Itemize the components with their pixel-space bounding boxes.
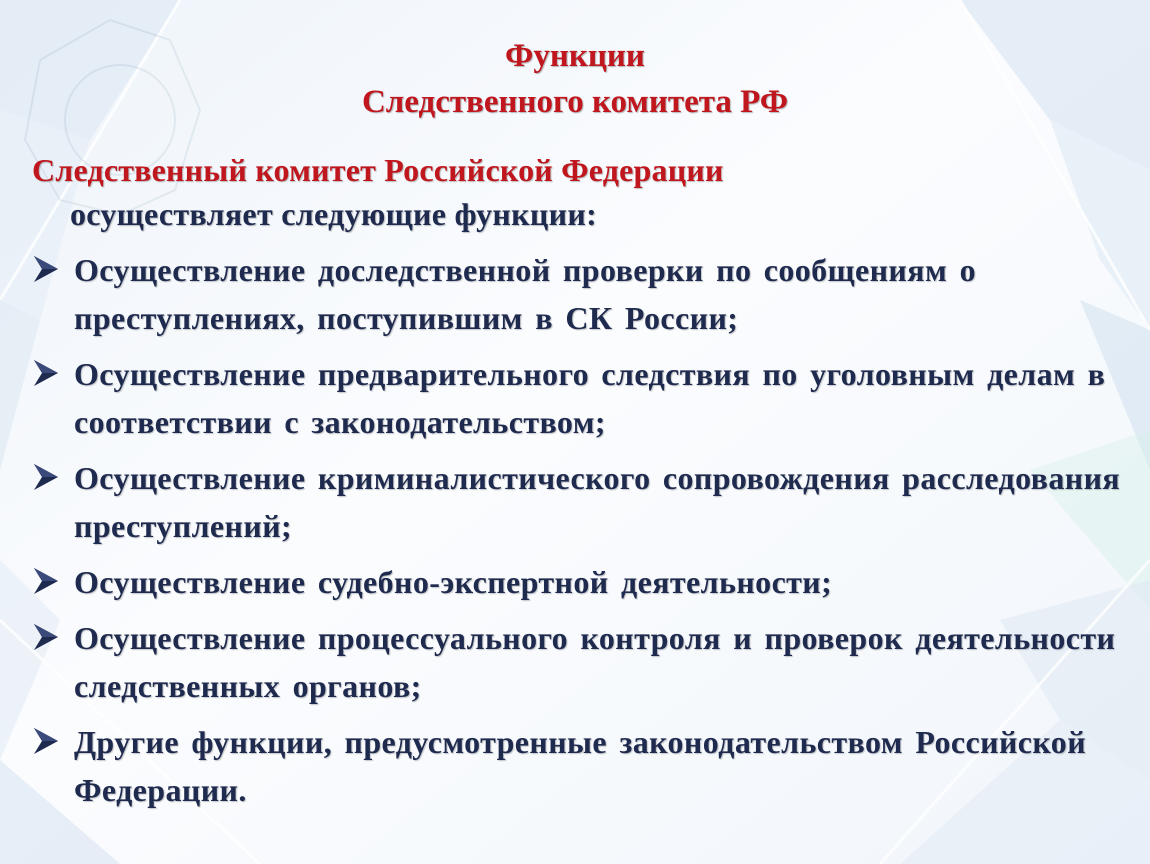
intro-predicate: осуществляет следующие функции: [70,196,598,232]
intro-text [32,148,1122,236]
arrowhead-bullet-icon [32,726,60,756]
arrowhead-bullet-icon [32,622,60,652]
arrowhead-bullet-icon [32,462,60,492]
list-item [32,558,1127,606]
list-item-text: Другие функции, предусмотренные законодательством Российской Федерации. [74,724,1087,808]
list-item [32,246,1127,342]
functions-list [32,246,1127,822]
arrowhead-bullet-icon [32,254,60,284]
arrowhead-bullet-icon [32,566,60,596]
arrowhead-bullet-icon [32,358,60,388]
slide-title-line-2: Следственного комитета РФ [361,84,789,120]
slide-title-line-1: Функции [505,38,645,74]
list-item [32,614,1127,710]
list-item-text: Осуществление процессуального контроля и проверок деятельности следственных органов; [74,620,1116,704]
list-item [32,718,1127,814]
list-item-text: Осуществление судебно-экспертной деятельности; [74,564,833,600]
list-item-text: Осуществление доследственной проверки по сообщениям о преступлениях, поступившим в СК России; [74,252,976,336]
list-item [32,350,1127,446]
list-item [32,454,1127,550]
list-item-text: Осуществление предварительного следствия по уголовным делам в соответствии с законодательством; [74,356,1106,440]
intro-subject: Следственный комитет Российской Федерации [32,152,724,188]
list-item-text: Осуществление криминалистического сопровождения расследования преступлений; [74,460,1121,544]
